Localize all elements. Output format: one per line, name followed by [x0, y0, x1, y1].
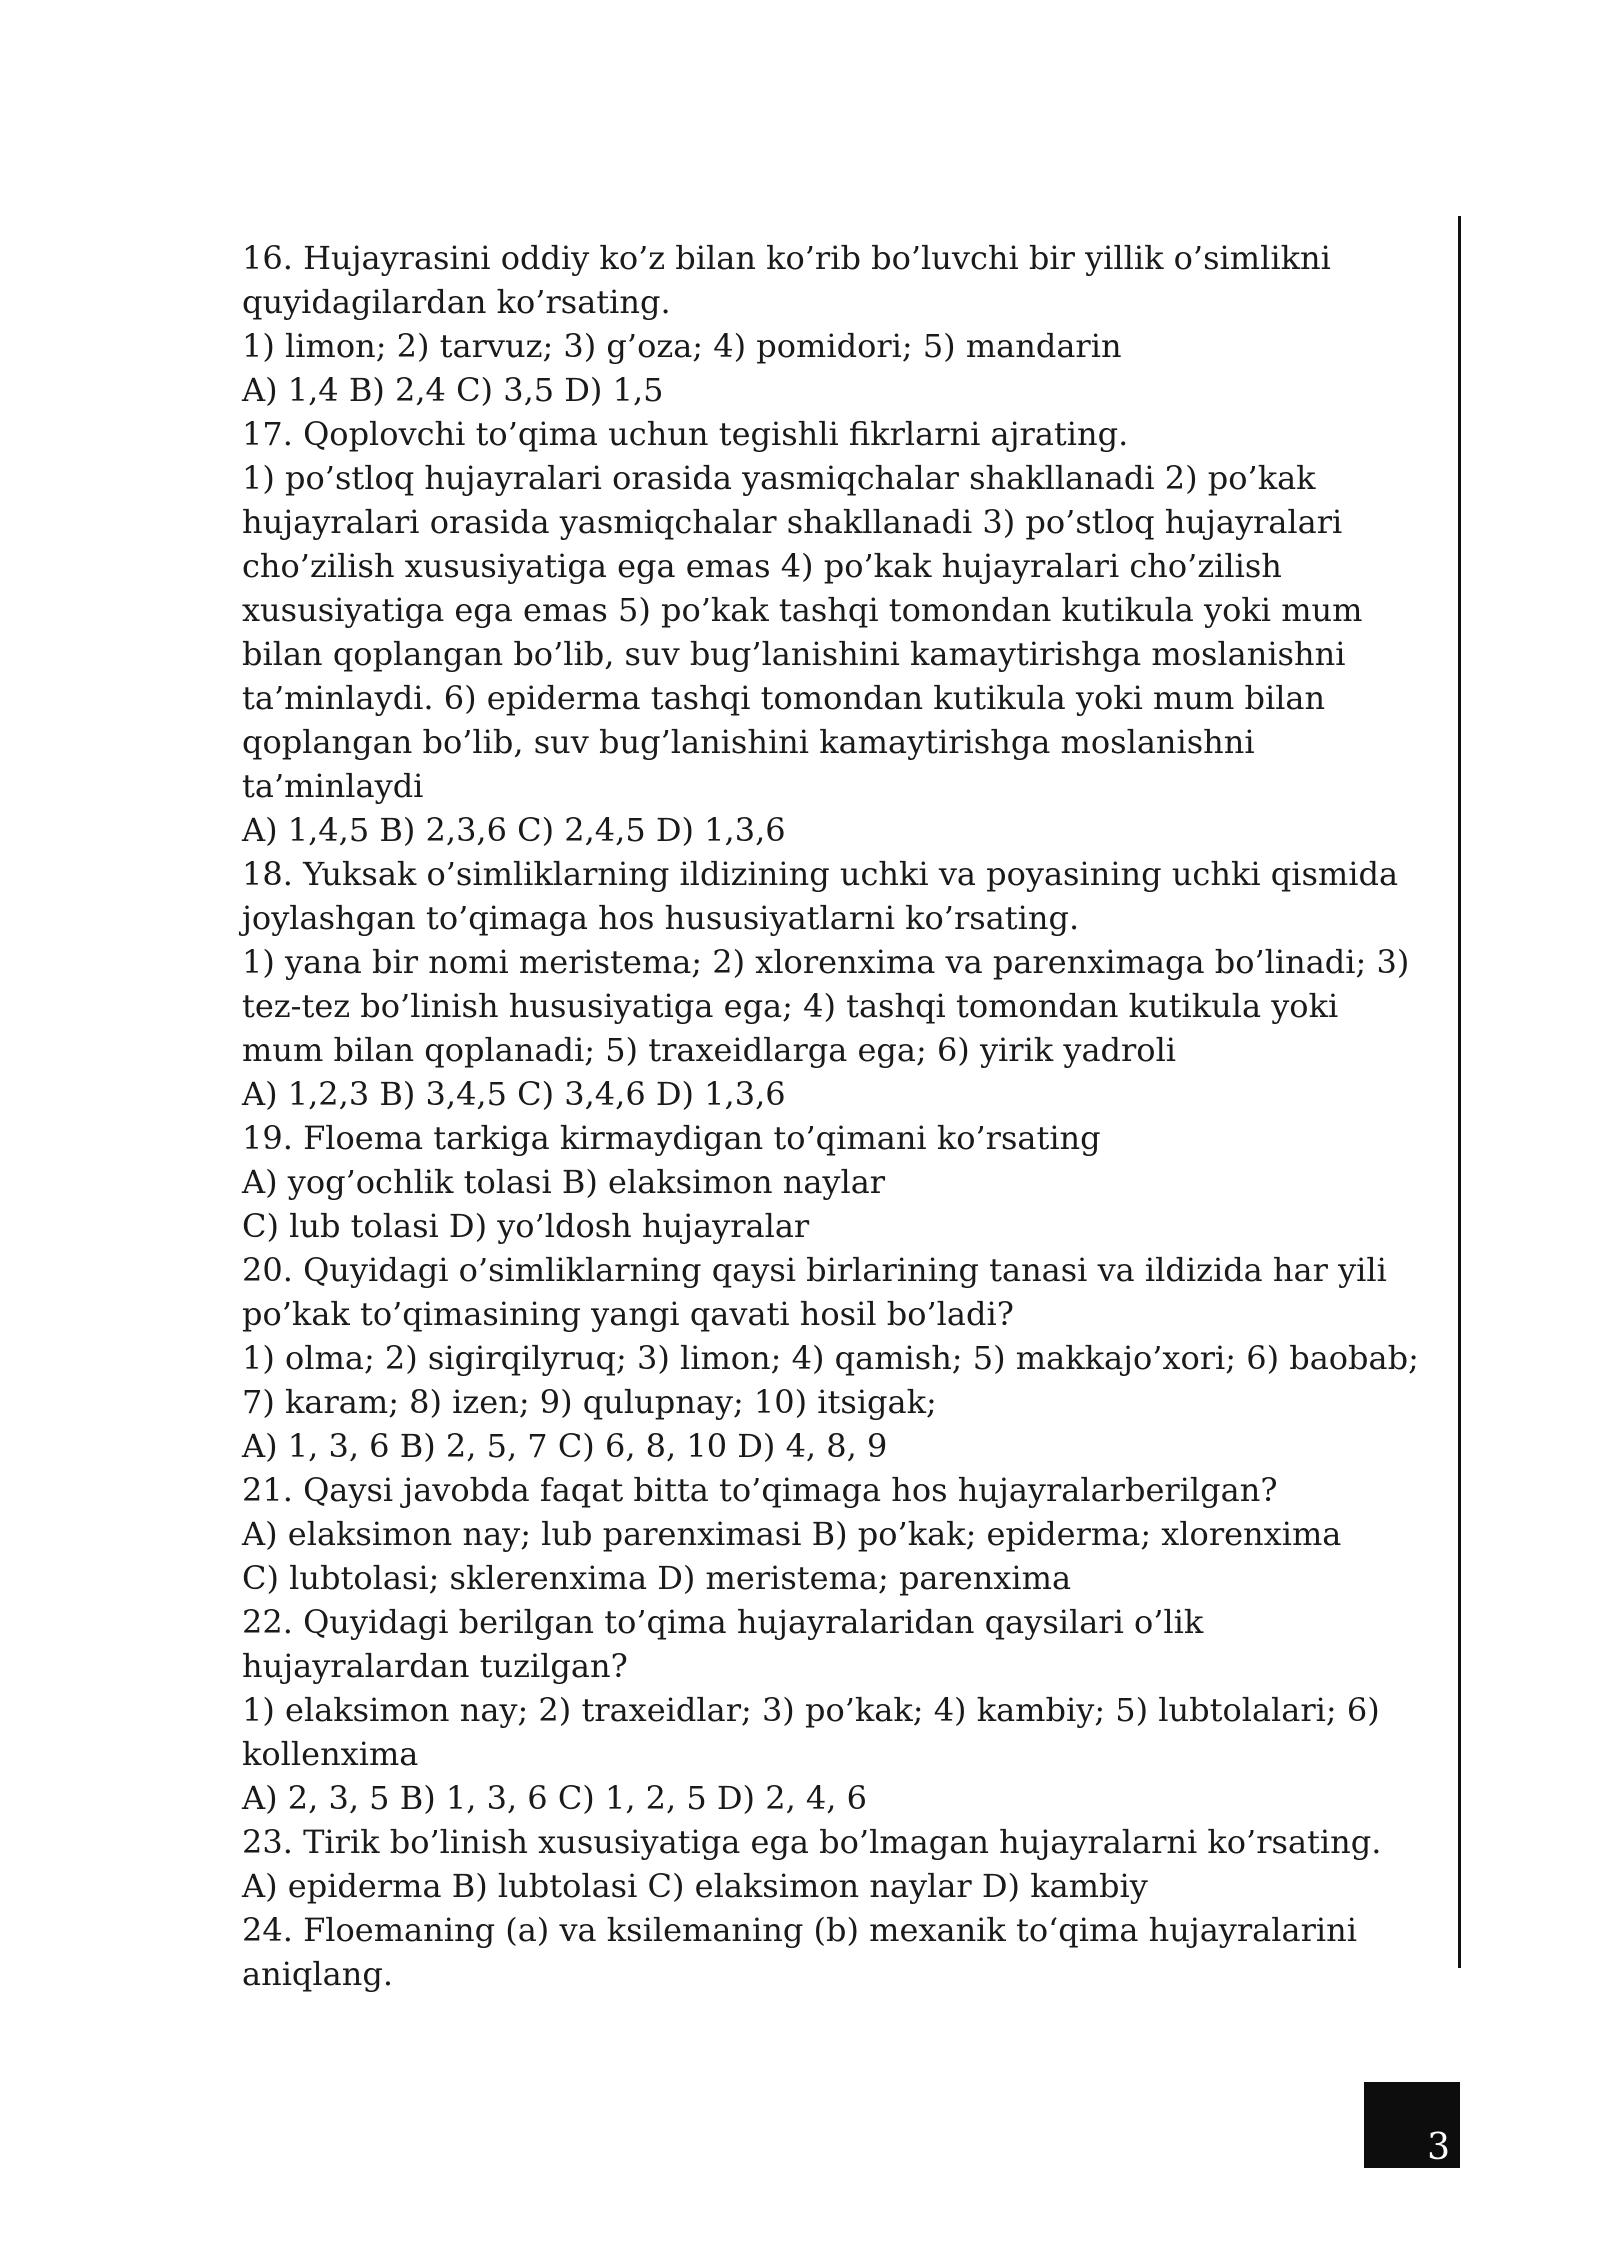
text-line: joylashgan to’qimaga hos hususiyatlarni ko’rsating. [242, 899, 1080, 937]
text-line: 21. Qaysi javobda faqat bitta to’qimaga hos hujayralarberilgan? [242, 1471, 1278, 1509]
text-line: 19. Floema tarkiga kirmaydigan to’qimani ko’rsating [242, 1119, 1101, 1157]
text-line: C) lubtolasi; sklerenxima D) meristema; parenxima [242, 1559, 1072, 1597]
text-line: 1) yana bir nomi meristema; 2) xlorenxima va parenximaga bo’linadi; 3) [242, 943, 1410, 981]
text-line: po’kak to’qimasining yangi qavati hosil bo’ladi? [242, 1295, 1014, 1333]
text-line: aniqlang. [242, 1955, 393, 1993]
text-line: A) yog’ochlik tolasi B) elaksimon naylar [242, 1163, 886, 1201]
text-line: A) 1,4 B) 2,4 C) 3,5 D) 1,5 [242, 371, 664, 409]
text-line: tez-tez bo’linish hususiyatiga ega; 4) tashqi tomondan kutikula yoki [242, 987, 1339, 1025]
text-line: ta’minlaydi [242, 767, 424, 805]
text-line: 22. Quyidagi berilgan to’qima hujayralaridan qaysilari o’lik [242, 1603, 1204, 1641]
text-line: mum bilan qoplanadi; 5) traxeidlarga ega; 6) yirik yadroli [242, 1031, 1177, 1069]
text-line: A) 2, 3, 5 B) 1, 3, 6 C) 1, 2, 5 D) 2, 4, 6 [242, 1779, 867, 1817]
text-line: 17. Qoplovchi to’qima uchun tegishli fikrlarni ajrating. [242, 415, 1129, 453]
text-line: 18. Yuksak o’simliklarning ildizining uchki va poyasining uchki qismida [242, 855, 1399, 893]
text-line: 1) elaksimon nay; 2) traxeidlar; 3) po’kak; 4) kambiy; 5) lubtolalari; 6) [242, 1691, 1380, 1729]
margin-rule [1458, 216, 1461, 1968]
text-line: bilan qoplangan bo’lib, suv bug’lanishini kamaytirishga moslanishni [242, 635, 1346, 673]
text-line: ta’minlaydi. 6) epiderma tashqi tomondan kutikula yoki mum bilan [242, 679, 1326, 717]
question-text [242, 236, 1419, 1996]
text-line: A) 1,2,3 B) 3,4,5 C) 3,4,6 D) 1,3,6 [242, 1075, 786, 1113]
text-line: 23. Tirik bo’linish xususiyatiga ega bo’lmagan hujayralarni ko’rsating. [242, 1823, 1382, 1861]
text-line: A) 1, 3, 6 B) 2, 5, 7 C) 6, 8, 10 D) 4, 8, 9 [242, 1427, 888, 1465]
text-line: hujayralardan tuzilgan? [242, 1647, 628, 1685]
text-line: A) elaksimon nay; lub parenximasi B) po’kak; epiderma; xlorenxima [242, 1515, 1342, 1553]
text-line: quyidagilardan ko’rsating. [242, 283, 671, 321]
text-line: 20. Quyidagi o’simliklarning qaysi birlarining tanasi va ildizida har yili [242, 1251, 1387, 1289]
text-line: hujayralari orasida yasmiqchalar shakllanadi 3) po’stloq hujayralari [242, 503, 1343, 541]
text-line: 1) po’stloq hujayralari orasida yasmiqchalar shakllanadi 2) po’kak [242, 459, 1316, 497]
text-line: xususiyatiga ega emas 5) po’kak tashqi tomondan kutikula yoki mum [242, 591, 1363, 629]
text-line: 7) karam; 8) izen; 9) qulupnay; 10) itsigak; [242, 1383, 937, 1421]
text-line: 1) olma; 2) sigirqilyruq; 3) limon; 4) qamish; 5) makkajo’xori; 6) baobab; [242, 1339, 1419, 1377]
page-number: 3 [1427, 2127, 1450, 2168]
text-line: 24. Floemaning (a) va ksilemaning (b) mexanik to‘qima hujayralarini [242, 1911, 1357, 1949]
text-line: cho’zilish xususiyatiga ega emas 4) po’kak hujayralari cho’zilish [242, 547, 1282, 585]
text-line: qoplangan bo’lib, suv bug’lanishini kamaytirishga moslanishni [242, 723, 1255, 761]
text-line: 1) limon; 2) tarvuz; 3) g’oza; 4) pomidori; 5) mandarin [242, 327, 1122, 365]
text-line: A) 1,4,5 B) 2,3,6 C) 2,4,5 D) 1,3,6 [242, 811, 786, 849]
page-number-box [1364, 2082, 1460, 2168]
text-line: 16. Hujayrasini oddiy ko’z bilan ko’rib bo’luvchi bir yillik o’simlikni [242, 239, 1331, 277]
text-line: A) epiderma B) lubtolasi C) elaksimon naylar D) kambiy [242, 1867, 1148, 1905]
text-line: kollenxima [242, 1735, 419, 1773]
text-line: C) lub tolasi D) yo’ldosh hujayralar [242, 1207, 810, 1245]
